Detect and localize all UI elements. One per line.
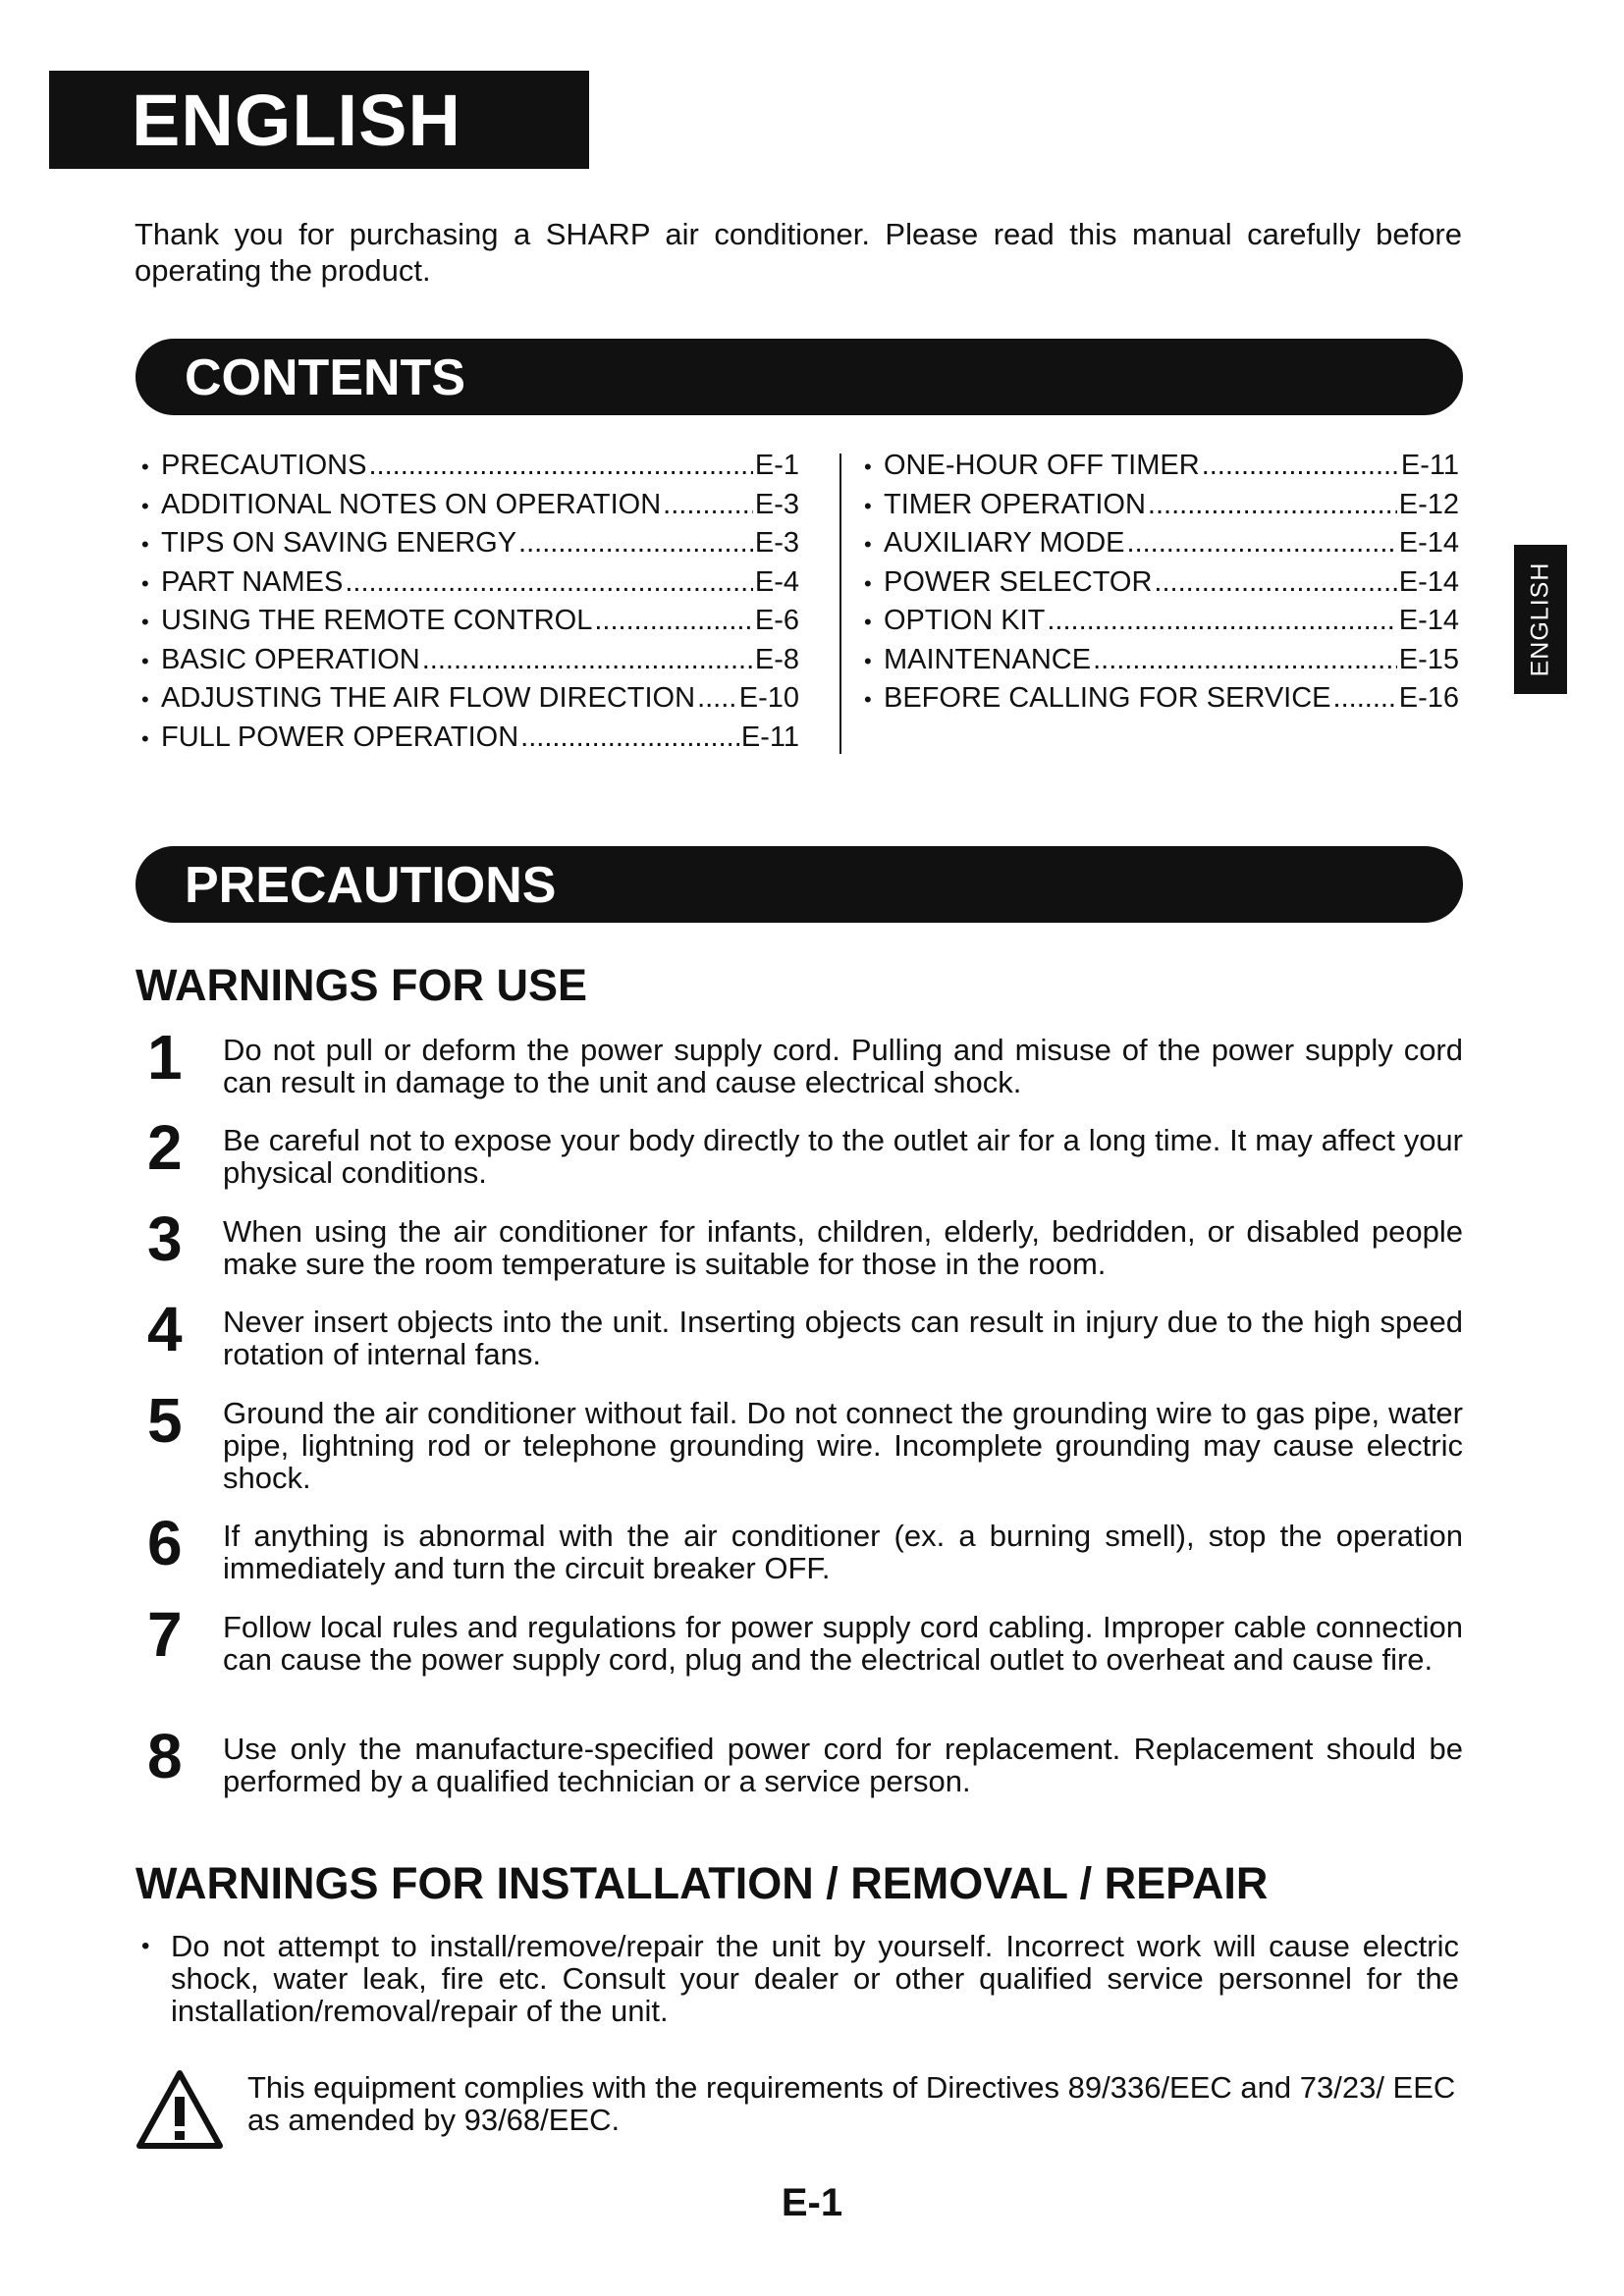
toc-item[interactable]: • PART NAMES ..... E-4 [141,566,799,606]
warning-number: 7 [147,1599,183,1670]
toc-item-page: E-15 [1398,643,1459,675]
language-side-tab-label: ENGLISH [1526,561,1554,677]
toc-item-title: ADDITIONAL NOTES ON OPERATION [161,488,662,520]
warning-number: 2 [147,1112,183,1183]
warning-text: Use only the manufacture-specified power cord for replacement. Replacement should be performed by a qualified technician or a service person. [223,1732,1463,1798]
contents-heading-bar [135,339,1463,415]
toc-item-page: E-12 [1398,488,1459,520]
toc-item-title: MAINTENANCE [884,643,1092,675]
toc-item-title: USING THE REMOTE CONTROL [161,605,593,636]
toc-item[interactable]: • ADDITIONAL NOTES ON OPERATION ..... E-3 [141,489,799,528]
toc-item-title: AUXILIARY MODE [884,527,1125,559]
toc-item-title: TIMER OPERATION [884,488,1146,520]
warning-number: 4 [147,1294,183,1364]
toc-item[interactable]: • OPTION KIT ..... E-14 [864,605,1459,644]
toc-item-title: PART NAMES [161,565,344,598]
toc-item-page: E-10 [738,682,799,714]
toc-item-title: PRECAUTIONS [161,450,367,481]
toc-item-page: E-14 [1398,605,1459,636]
toc-item-title: ADJUSTING THE AIR FLOW DIRECTION [161,682,696,714]
toc-item[interactable]: • ADJUSTING THE AIR FLOW DIRECTION ..... E-10 [141,682,799,721]
warning-text: Do not pull or deform the power supply cord. Pulling and misuse of the power supply cord can result in damage to the unit and cause electrical shock. [223,1033,1463,1099]
toc-item[interactable]: • BASIC OPERATION ..... E-8 [141,644,799,683]
toc-item-page: E-3 [754,488,799,520]
toc-item-title: OPTION KIT [884,605,1046,636]
toc-item-page: E-16 [1398,682,1459,714]
language-banner [49,71,589,169]
toc-item-page: E-1 [754,450,799,481]
toc-item-page: E-14 [1398,565,1459,598]
toc-item-title: POWER SELECTOR [884,565,1153,598]
language-side-tab [1514,545,1567,694]
precautions-heading: PRECAUTIONS [185,857,557,914]
toc-item-page: E-3 [754,527,799,559]
warning-number: 5 [147,1385,183,1456]
warning-text: Ground the air conditioner without fail. Do not connect the grounding wire to gas pipe, water pipe, lightning rod or telephone grounding wire. Incomplete grounding may cause electric shock. [223,1396,1463,1495]
toc-item[interactable]: • ONE-HOUR OFF TIMER ..... E-11 [864,450,1459,489]
toc-item[interactable]: • BEFORE CALLING FOR SERVICE ..... E-16 [864,682,1459,721]
compliance-text: This equipment complies with the requirements of Directives 89/336/EEC and 73/23/ EEC as amended by 93/68/EEC. [247,2070,1456,2137]
toc-item[interactable]: • USING THE REMOTE CONTROL ..... E-6 [141,605,799,644]
toc-item-title: FULL POWER OPERATION [161,721,519,753]
toc-item-page: E-8 [754,643,799,675]
toc-item-title: BEFORE CALLING FOR SERVICE [884,682,1331,714]
warning-text: When using the air conditioner for infants, children, elderly, bedridden, or disabled people make sure the room temperature is suitable for those in the room. [223,1214,1463,1281]
warning-number: 3 [147,1203,183,1274]
warning-text: Never insert objects into the unit. Inserting objects can result in injury due to the high speed rotation of internal fans. [223,1305,1463,1371]
toc-item-page: E-14 [1398,527,1459,559]
toc-item[interactable]: • PRECAUTIONS ..... E-1 [141,450,799,489]
language-banner-label: ENGLISH [132,80,461,161]
toc-left-column [141,450,799,760]
toc-item-page: E-6 [754,605,799,636]
toc-right-column [864,450,1459,721]
warning-number: 8 [147,1721,183,1791]
toc-divider [839,454,841,754]
toc-item[interactable]: • AUXILIARY MODE ..... E-14 [864,527,1459,566]
contents-heading: CONTENTS [185,349,465,406]
warning-number: 1 [147,1022,183,1093]
precautions-heading-bar [135,846,1463,923]
toc-item[interactable]: • TIPS ON SAVING ENERGY ..... E-3 [141,527,799,566]
toc-item-page: E-4 [754,565,799,598]
warnings-install-heading: WARNINGS FOR INSTALLATION / REMOVAL / REPAIR [135,1858,1269,1908]
warnings-use-heading: WARNINGS FOR USE [135,960,588,1010]
toc-item-title: ONE-HOUR OFF TIMER [884,450,1200,481]
warning-text: Be careful not to expose your body directly to the outlet air for a long time. It may affect your physical conditions. [223,1123,1463,1190]
warning-text: Follow local rules and regulations for power supply cord cabling. Improper cable connection can cause the power supply cord, plug and the electrical outlet to overheat and cause fire. [223,1610,1463,1677]
toc-item[interactable]: • TIMER OPERATION ..... E-12 [864,489,1459,528]
install-warning: • Do not attempt to install/remove/repair the unit by yourself. Incorrect work will cause electric shock, water leak, fire etc. Consult your dealer or other qualified service personnel for the installation/removal/repair of the unit. [141,1929,1459,2028]
toc-item-title: BASIC OPERATION [161,643,420,675]
warning-triangle-icon [135,2069,224,2150]
toc-item-title: TIPS ON SAVING ENERGY [161,527,517,559]
toc-item-page: E-11 [1400,450,1459,481]
toc-item[interactable]: • FULL POWER OPERATION ..... E-11 [141,721,799,761]
toc-item[interactable]: • MAINTENANCE ..... E-15 [864,644,1459,683]
install-warning-text: Do not attempt to install/remove/repair the unit by yourself. Incorrect work will cause electric shock, water leak, fire etc. Consult your dealer or other qualified service personnel for the installation/removal/repair of the unit. [171,1929,1459,2028]
warning-text: If anything is abnormal with the air conditioner (ex. a burning smell), stop the operation immediately and turn the circuit breaker OFF. [223,1519,1463,1585]
toc-item-page: E-11 [740,721,799,753]
warning-number: 6 [147,1508,183,1578]
page-number: E-1 [781,2181,843,2224]
toc-item[interactable]: • POWER SELECTOR ..... E-14 [864,566,1459,606]
intro-text: Thank you for purchasing a SHARP air conditioner. Please read this manual carefully before operating the product. [135,217,1462,288]
